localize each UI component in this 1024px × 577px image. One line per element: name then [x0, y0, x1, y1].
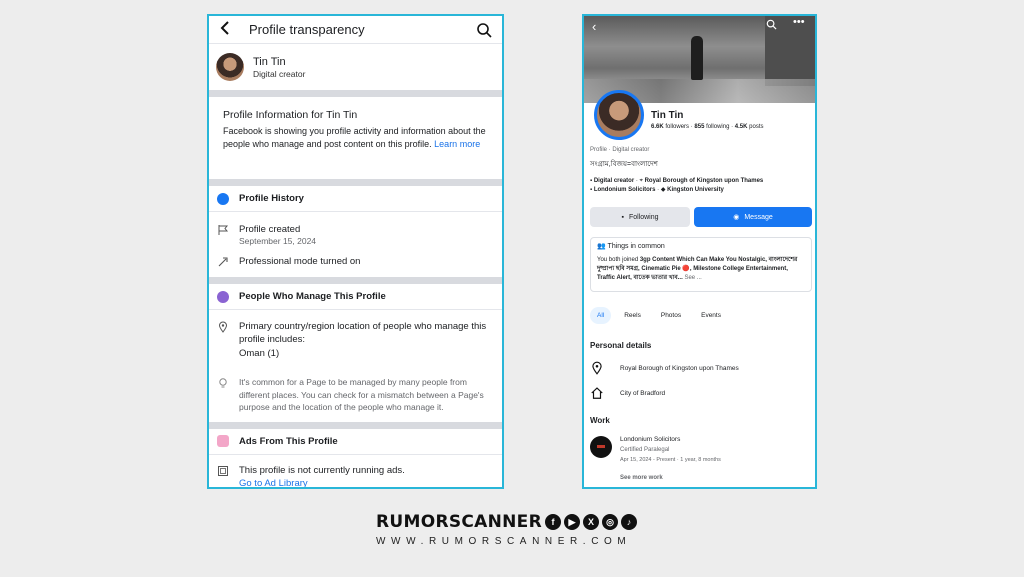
- graduation-cap-icon: ◆: [660, 187, 666, 193]
- managers-tip: It's common for a Page to be managed by many people from different places. You can check for a mismatch between a Page's purpose and the location of the people who manage it.: [239, 377, 484, 412]
- history-created-date: September 15, 2024: [239, 236, 317, 246]
- ad-library-icon: [217, 464, 229, 476]
- info-title: Profile Information for Tin Tin: [223, 109, 358, 121]
- history-icon: [217, 193, 229, 205]
- location-pin-icon: [590, 361, 604, 375]
- person-check-icon: ▪: [621, 213, 624, 221]
- intro-employer: Londonium Solicitors: [593, 187, 656, 193]
- profile-tabs: [590, 307, 734, 324]
- section-divider: [209, 277, 502, 284]
- learn-more-link[interactable]: Learn more: [434, 139, 481, 149]
- history-professional-text: Professional mode turned on: [239, 256, 361, 267]
- profile-stats: 6.6K followers · 855 following · 4.5K posts: [651, 124, 764, 130]
- ad-library-link[interactable]: Go to Ad Library: [239, 477, 308, 489]
- managers-tip-row: [209, 376, 502, 414]
- intro-school: Kingston University: [667, 187, 724, 193]
- tab-all[interactable]: All: [590, 307, 611, 324]
- work-role: Certified Paralegal: [620, 447, 670, 453]
- history-title: Profile History: [239, 193, 304, 204]
- posts-count: 4.5K: [734, 124, 748, 130]
- profile-history-header: [209, 186, 502, 212]
- following-button-label: Following: [628, 213, 659, 221]
- info-body: [223, 125, 488, 151]
- brand-url[interactable]: WWW.RUMORSCANNER.COM: [376, 536, 632, 547]
- intro-location: Royal Borough of Kingston upon Thames: [644, 178, 764, 184]
- people-icon: 👥: [597, 243, 606, 250]
- transparency-header: [209, 16, 502, 44]
- profile-transparency-panel: [207, 14, 504, 489]
- work-dates: Apr 15, 2024 - Present · 1 year, 8 months: [620, 457, 721, 463]
- managers-header: [209, 284, 502, 310]
- following-count[interactable]: 855: [694, 124, 705, 130]
- intro-row-1: ▪ Digital creator · ⌖ Royal Borough of Kingston upon Thames: [590, 178, 764, 184]
- history-created-label: Profile created: [239, 224, 301, 235]
- current-city-text: Royal Borough of Kingston upon Thames: [620, 364, 739, 372]
- brand-bar: [376, 512, 637, 532]
- building-icon: ▪: [590, 187, 593, 193]
- work-title: Work: [590, 416, 610, 425]
- followers-label: followers: [665, 124, 690, 130]
- location-pin-icon: ⌖: [639, 178, 643, 184]
- search-icon[interactable]: [476, 22, 492, 38]
- profile-category: Profile · Digital creator: [590, 147, 650, 153]
- ads-status: This profile is not currently running ads.: [239, 464, 405, 476]
- profile-summary[interactable]: [209, 44, 502, 90]
- work-company: Londonium Solicitors: [620, 436, 681, 443]
- message-button-label: Message: [744, 213, 773, 221]
- profile-name: Tin Tin: [651, 110, 684, 121]
- facebook-profile-panel: [582, 14, 817, 489]
- section-divider: [209, 179, 502, 186]
- managers-location-value: Oman (1): [239, 348, 280, 359]
- history-created-row: [209, 223, 502, 246]
- ads-status-row: [209, 464, 502, 490]
- things-in-common-body: [597, 256, 805, 283]
- see-more-link[interactable]: See ...: [684, 275, 702, 281]
- employer-logo[interactable]: [590, 436, 612, 458]
- messenger-icon: ◉: [733, 214, 740, 221]
- location-pin-icon: [217, 320, 229, 332]
- personal-detail-hometown: [590, 386, 665, 400]
- page-title: Profile transparency: [249, 22, 365, 37]
- section-divider: [209, 90, 502, 97]
- flag-icon: [217, 223, 229, 235]
- briefcase-icon: ▪: [590, 178, 593, 184]
- hometown-text: City of Bradford: [620, 389, 666, 397]
- search-icon[interactable]: [766, 18, 777, 33]
- home-icon: [590, 386, 604, 400]
- x-icon[interactable]: X: [583, 514, 599, 530]
- history-professional-row: [209, 255, 502, 268]
- intro-creator: Digital creator: [593, 178, 635, 184]
- cover-figure: [691, 36, 703, 80]
- things-in-common-card[interactable]: [590, 237, 812, 292]
- avatar[interactable]: [216, 53, 244, 81]
- managers-title: People Who Manage This Profile: [239, 291, 386, 302]
- followers-count[interactable]: 6.6K: [651, 124, 664, 130]
- facebook-icon[interactable]: f: [545, 514, 561, 530]
- lightbulb-icon: [217, 376, 229, 388]
- rocket-icon: [217, 255, 229, 267]
- tab-photos[interactable]: Photos: [660, 312, 682, 319]
- posts-label: posts: [749, 124, 764, 130]
- more-options-icon[interactable]: •••: [793, 16, 805, 28]
- things-in-common-title: Things in common: [607, 243, 665, 250]
- intro-row-2: ▪ Londonium Solicitors · ◆ Kingston University: [590, 187, 724, 193]
- managers-location-text: Primary country/region location of people who manage this profile includes:: [239, 321, 487, 345]
- section-divider: [209, 422, 502, 429]
- following-button[interactable]: [590, 207, 690, 227]
- info-text: Facebook is showing you profile activity and information about the people who manage and post content on this profile.: [223, 126, 486, 149]
- things-in-common-header: [597, 242, 805, 250]
- personal-details-title: Personal details: [590, 341, 652, 350]
- people-icon: [217, 291, 229, 303]
- profile-name: Tin Tin: [253, 55, 286, 68]
- instagram-icon[interactable]: ◎: [602, 514, 618, 530]
- ads-title: Ads From This Profile: [239, 435, 338, 447]
- common-prefix: You both joined: [597, 257, 640, 263]
- personal-detail-current-city: [590, 361, 739, 375]
- tab-events[interactable]: Events: [701, 312, 721, 319]
- profile-avatar[interactable]: [594, 90, 644, 140]
- common-groups: 3gp Content Which Can Make You Nostalgic, বাংলাদেশের দুষ্প্রাপ্য ছবি সমগ্র, Cinematic Pie 🔴, Milestone College Entertainment, Traffic Alert, বাতেক ভাতার খাব...: [597, 257, 798, 281]
- profile-info-block: [209, 97, 502, 179]
- message-button[interactable]: [694, 207, 812, 227]
- profile-category: Digital creator: [253, 68, 306, 79]
- ads-header: [209, 429, 502, 455]
- back-arrow-icon[interactable]: ‹: [592, 19, 597, 34]
- tab-reels[interactable]: Reels: [624, 312, 641, 319]
- following-label: following: [706, 124, 730, 130]
- tiktok-icon[interactable]: ♪: [621, 514, 637, 530]
- youtube-icon[interactable]: ▶: [564, 514, 580, 530]
- profile-bio: সংগ্রাম,বিজয়=বাংলাদেশ: [590, 161, 658, 168]
- back-arrow-icon[interactable]: [219, 20, 237, 39]
- brand-logo-text: RUMORSCANNER: [376, 512, 542, 532]
- see-more-work-link[interactable]: See more work: [620, 475, 663, 481]
- ads-icon: [217, 435, 229, 447]
- managers-location-row: [209, 320, 502, 360]
